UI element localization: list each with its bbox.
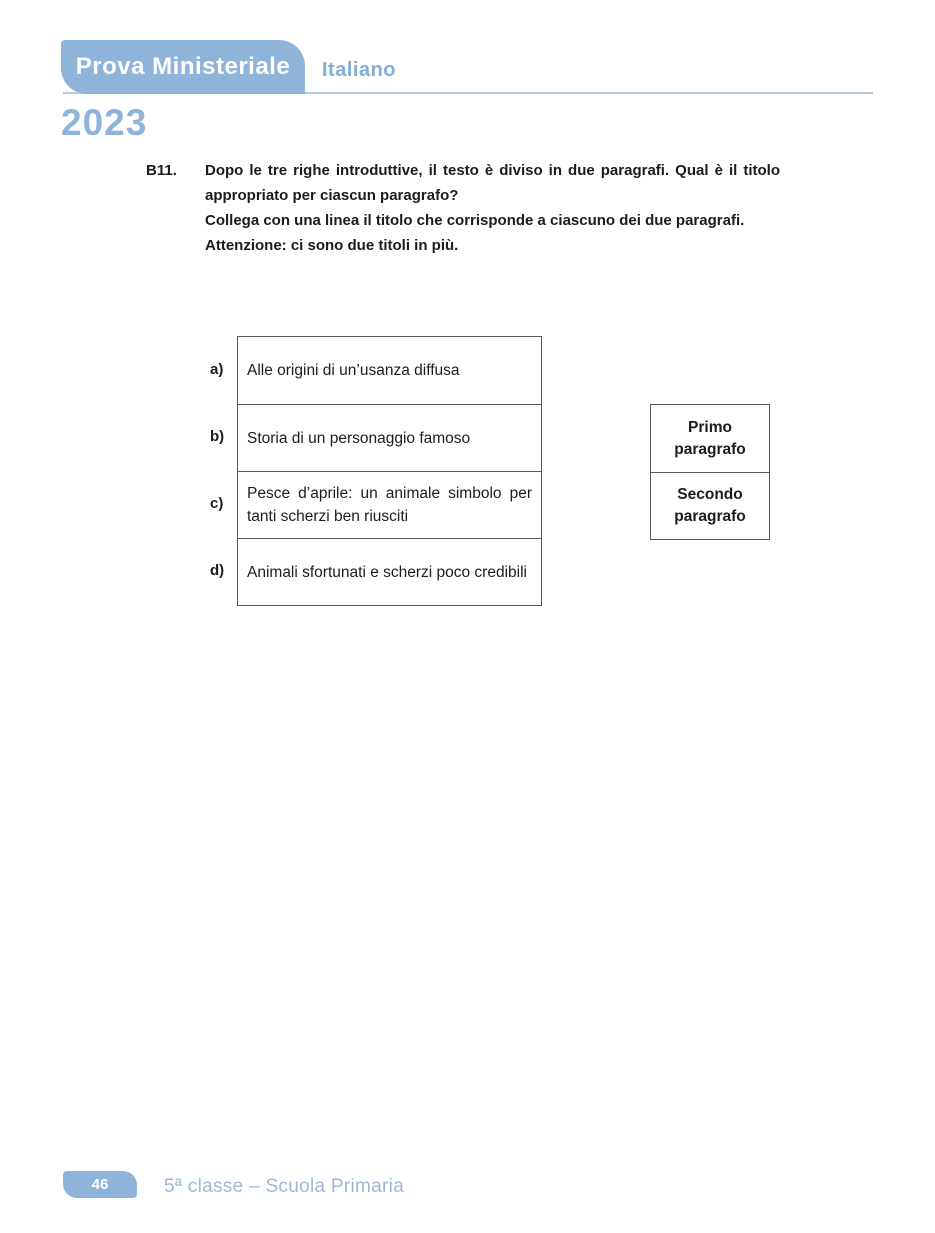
question-warning: Attenzione: ci sono due titoli in più. [205, 237, 459, 254]
page-number: 46 [91, 1176, 109, 1193]
option-cell-c [238, 471, 541, 538]
question-intro: Dopo le tre righe introduttive, il testo è diviso in due paragrafi. Qual è il titolo appropriato per ciascun paragrafo? [205, 162, 780, 204]
header-subject: Italiano [322, 59, 397, 81]
option-letter-b: b) [210, 428, 225, 445]
option-letter-d: d) [210, 562, 225, 579]
option-cell-d [238, 538, 541, 605]
footer-label: 5ª classe – Scuola Primaria [164, 1176, 405, 1197]
page-number-badge [63, 1171, 137, 1198]
options-table [237, 336, 542, 606]
header-tab-label: Prova Ministeriale [75, 53, 291, 80]
header-year: 2023 [61, 102, 148, 143]
option-cell-a [238, 337, 541, 404]
option-text-b: Storia di un personaggio famoso [247, 429, 471, 447]
question-text [205, 158, 780, 258]
header-tab [61, 40, 305, 94]
question-number: B11. [146, 162, 177, 179]
question-instruction: Collega con una linea il titolo che corrisponde a ciascuno dei due paragrafi. [205, 212, 745, 229]
option-text-c: Pesce d’aprile: un animale simbolo per tanti scherzi ben riusciti [247, 485, 532, 525]
option-text-d: Animali sfortunati e scherzi poco credibili [247, 563, 527, 581]
target-first-paragraph: Primo paragrafo [674, 418, 746, 458]
option-text-a: Alle origini di un’usanza diffusa [247, 362, 460, 379]
paragraph-targets [650, 404, 770, 540]
option-cell-b [238, 404, 541, 471]
option-letter-c: c) [210, 495, 224, 512]
target-second-paragraph: Secondo paragrafo [651, 472, 769, 539]
option-letter-a: a) [210, 361, 224, 378]
